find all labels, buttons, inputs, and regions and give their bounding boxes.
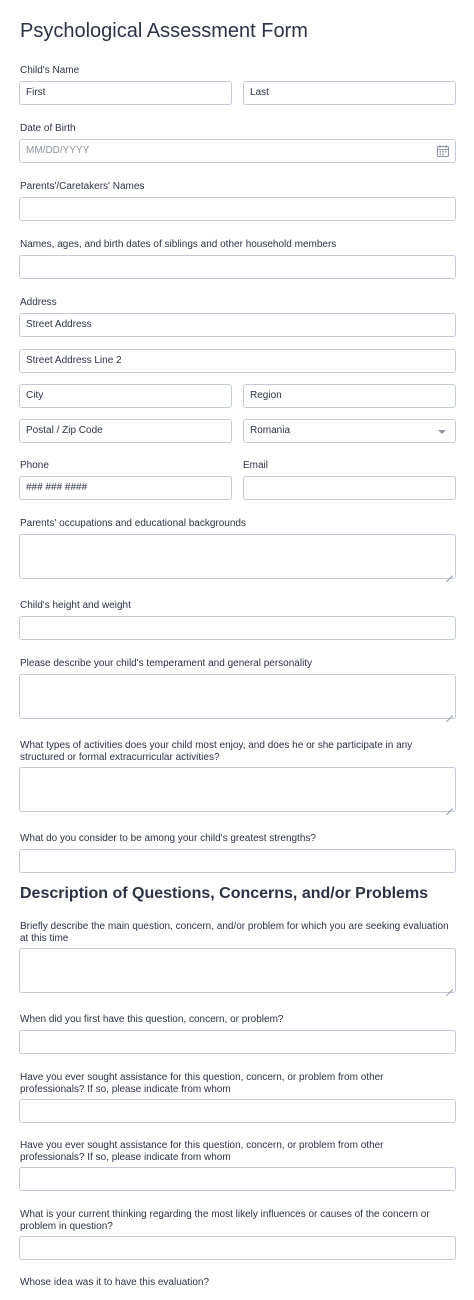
chevron-down-icon: [438, 430, 446, 434]
sought-assistance-input-2[interactable]: [19, 1167, 456, 1191]
dob-input[interactable]: [19, 139, 456, 163]
region-input[interactable]: Region: [243, 384, 456, 408]
height-weight-input[interactable]: [19, 616, 456, 640]
resize-grip-icon[interactable]: [446, 709, 453, 716]
main-concern-textarea[interactable]: [19, 948, 456, 993]
siblings-label: Names, ages, and birth dates of siblings and other household members: [20, 239, 337, 250]
country-selected-value: Romania: [250, 425, 291, 436]
sought-assistance-input[interactable]: [19, 1099, 456, 1123]
first-have-label: When did you first have this question, concern, or problem?: [20, 1014, 284, 1025]
activities-textarea[interactable]: [19, 767, 456, 812]
temperament-label: Please describe your child's temperament and general personality: [20, 658, 313, 669]
whose-idea-label: Whose idea was it to have this evaluation?: [20, 1277, 209, 1288]
street-address-line2-input[interactable]: Street Address Line 2: [19, 349, 456, 373]
sought-assistance-label-2: Have you ever sought assistance for this question, concern, or problem from other professionals? If so, please indicate from whom: [20, 1140, 384, 1163]
last-name-input[interactable]: Last: [243, 81, 456, 105]
child-name-label: Child's Name: [20, 65, 80, 76]
email-label: Email: [243, 460, 269, 471]
first-have-input[interactable]: [19, 1030, 456, 1054]
resize-grip-icon[interactable]: [446, 569, 453, 576]
address-label: Address: [20, 297, 57, 308]
city-input[interactable]: City: [19, 384, 232, 408]
dob-label: Date of Birth: [20, 123, 76, 134]
strengths-input[interactable]: [19, 849, 456, 873]
temperament-textarea[interactable]: [19, 674, 456, 719]
phone-label: Phone: [20, 460, 49, 471]
occupations-label: Parents' occupations and educational backgrounds: [20, 518, 246, 529]
main-concern-label: Briefly describe the main question, concern, and/or problem for which you are seeking evaluation at this time: [20, 921, 449, 944]
email-input[interactable]: [243, 476, 456, 500]
parents-label: Parents'/Caretakers' Names: [20, 181, 145, 192]
country-select[interactable]: [243, 419, 456, 443]
sought-assistance-label: Have you ever sought assistance for this question, concern, or problem from other professionals? If so, please indicate from whom: [20, 1072, 384, 1095]
dob-placeholder: MM/DD/YYYY: [26, 145, 90, 156]
postal-code-input[interactable]: Postal / Zip Code: [19, 419, 232, 443]
first-name-input[interactable]: First: [19, 81, 232, 105]
current-thinking-input[interactable]: [19, 1236, 456, 1260]
occupations-textarea[interactable]: [19, 534, 456, 579]
current-thinking-label: What is your current thinking regarding the most likely influences or causes of the concern or problem in question?: [20, 1209, 430, 1232]
phone-input[interactable]: ### ### ####: [19, 476, 232, 500]
parents-input[interactable]: [19, 197, 456, 221]
activities-label: What types of activities does your child most enjoy, and does he or she participate in any structured or formal extracurricular activities?: [20, 740, 413, 763]
street-address-input[interactable]: Street Address: [19, 313, 456, 337]
section-title: Description of Questions, Concerns, and/or Problems: [20, 885, 429, 902]
height-weight-label: Child's height and weight: [20, 600, 131, 611]
siblings-input[interactable]: [19, 255, 456, 279]
page-title: Psychological Assessment Form: [20, 20, 308, 42]
calendar-icon[interactable]: [437, 145, 449, 157]
resize-grip-icon[interactable]: [446, 983, 453, 990]
resize-grip-icon[interactable]: [446, 802, 453, 809]
strengths-label: What do you consider to be among your child's greatest strengths?: [20, 833, 316, 844]
